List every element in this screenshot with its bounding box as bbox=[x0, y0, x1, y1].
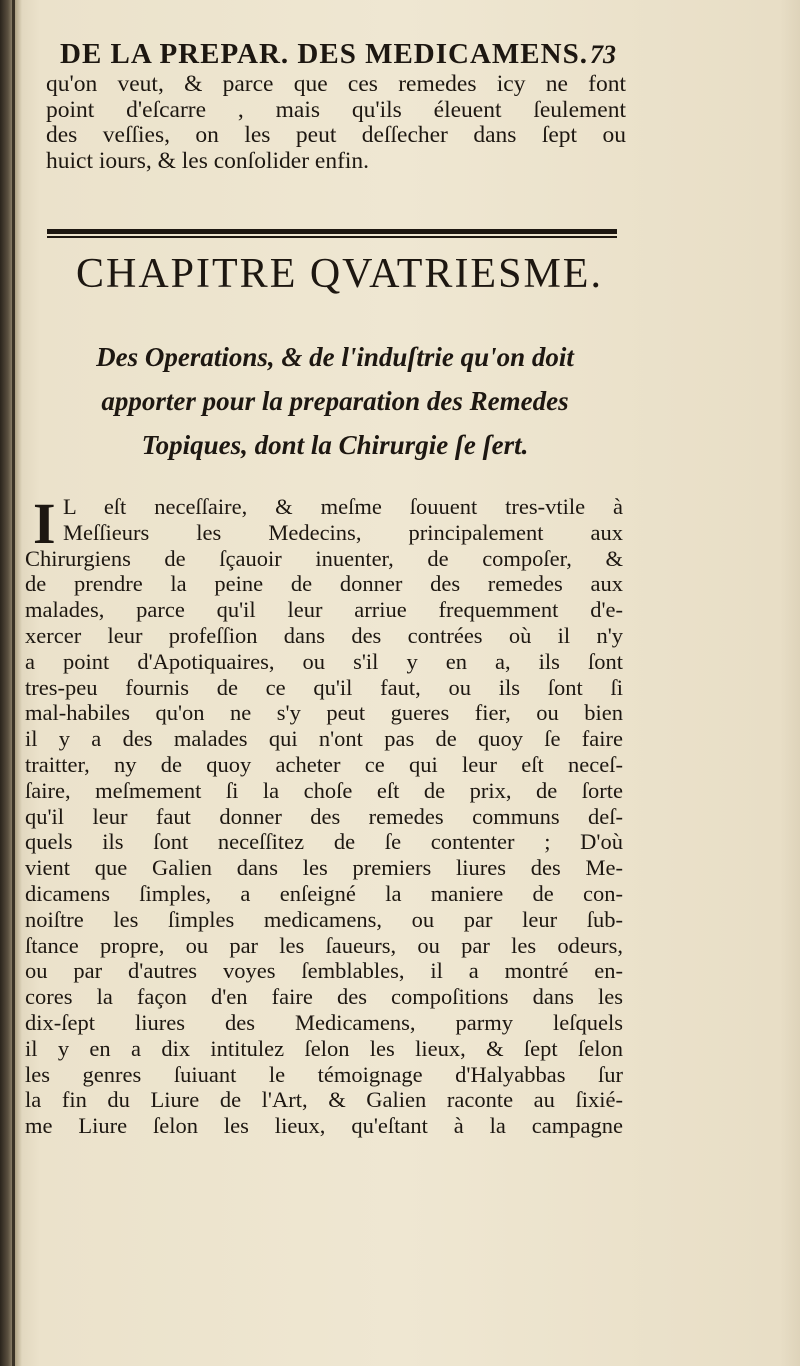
text-line: dix-ſept liures des Medicamens, parmy leſquels bbox=[25, 1009, 623, 1035]
text-line: ou par d'autres voyes ſemblables, il a montré en- bbox=[25, 958, 623, 984]
text-line: il y a des malades qui n'ont pas de quoy ſe faire bbox=[25, 726, 623, 752]
chapter-subtitle bbox=[40, 335, 630, 467]
text-line: Meſſieurs les Medecins, principalement aux bbox=[63, 519, 623, 545]
text-line: noiſtre les ſimples medicamens, ou par leur ſub- bbox=[25, 906, 623, 932]
text-line: les genres ſuiuant le témoignage d'Halyabbas ſur bbox=[25, 1061, 623, 1087]
running-head: DE LA PREPAR. DES MEDICAMENS. bbox=[60, 38, 588, 70]
chapter-rule-thin bbox=[47, 236, 617, 238]
text-line: me Liure ſelon les lieux, qu'eſtant à la campagne bbox=[25, 1113, 623, 1139]
body-paragraph bbox=[25, 491, 623, 1139]
text-line: qu'il leur faut donner des remedes communs deſ- bbox=[25, 803, 623, 829]
text-line: Chirurgiens de ſçauoir inuenter, de compoſer, & bbox=[25, 545, 623, 571]
text-line: ſaire, meſmement ſi la choſe eſt de prix, de ſorte bbox=[25, 777, 623, 803]
text-line: a point d'Apotiquaires, ou s'il y en a, ils ſont bbox=[25, 648, 623, 674]
top-paragraph bbox=[46, 72, 626, 174]
text-line: ſtance propre, ou par les ſaueurs, ou par les odeurs, bbox=[25, 932, 623, 958]
subtitle-line: Topiques, dont la Chirurgie ſe ſert. bbox=[141, 430, 529, 460]
text-line: point d'eſcarre , mais qu'ils éleuent ſeulement bbox=[46, 96, 626, 123]
subtitle-line: apporter pour la preparation des Remedes bbox=[101, 386, 569, 416]
text-line: il y en a dix intitulez ſelon les lieux, & ſept ſelon bbox=[25, 1035, 623, 1061]
page-number: 73 bbox=[590, 40, 616, 69]
chapter-rule bbox=[47, 229, 617, 234]
text-line: mal-habiles qu'on ne s'y peut gueres fier, ou bien bbox=[25, 700, 623, 726]
text-line: huict iours, & les conſolider enfin. bbox=[46, 147, 370, 174]
text-line: L eſt neceſſaire, & meſme ſouuent tres-vtile à bbox=[63, 494, 623, 519]
text-line: qu'on veut, & parce que ces remedes icy ne font bbox=[46, 71, 626, 97]
gutter-edge bbox=[12, 0, 15, 1366]
text-line: xercer leur profeſſion dans des contrées où il n'y bbox=[25, 622, 623, 648]
text-line: malades, parce qu'il leur arriue frequemment d'e- bbox=[25, 597, 623, 623]
text-line: tres-peu fournis de ce qu'il faut, ou ils ſont ſi bbox=[25, 674, 623, 700]
book-gutter bbox=[0, 0, 22, 1366]
text-line: dicamens ſimples, a enſeigné la maniere de con- bbox=[25, 880, 623, 906]
text-line: des veſſies, on les peut deſſecher dans ſept ou bbox=[46, 122, 626, 148]
text-line: cores la façon d'en faire des compoſitions dans les bbox=[25, 984, 623, 1010]
text-line: vient que Galien dans les premiers liures des Me- bbox=[25, 855, 623, 881]
text-line: la fin du Liure de l'Art, & Galien raconte au ſixié- bbox=[25, 1087, 623, 1113]
text-line: de prendre la peine de donner des remedes aux bbox=[25, 571, 623, 597]
drop-cap: I bbox=[33, 491, 56, 556]
subtitle-line: Des Operations, & de l'induſtrie qu'on doit bbox=[96, 342, 574, 372]
chapter-title: CHAPITRE QVATRIESME. bbox=[76, 251, 603, 297]
text-line: traitter, ny de quoy acheter ce qui leur eſt neceſ- bbox=[25, 751, 623, 777]
text-line: quels ils ſont neceſſitez de ſe contenter ; D'où bbox=[25, 829, 623, 855]
